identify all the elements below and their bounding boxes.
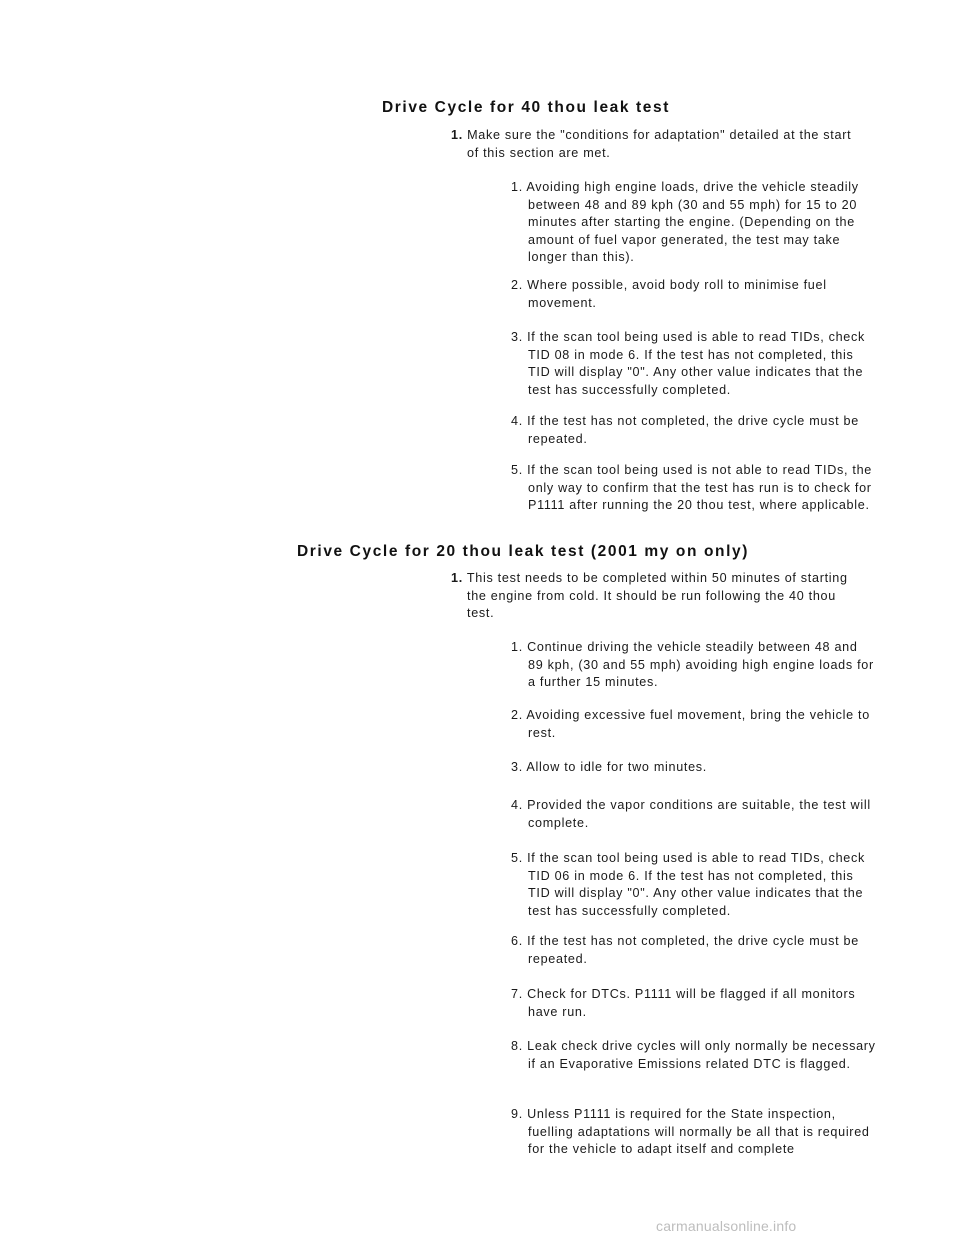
subitem-text: Provided the vapor conditions are suitable, the test will complete. [527, 798, 871, 830]
subitem-number: 5. [511, 851, 523, 865]
section-2-subitem-4 [511, 797, 876, 832]
subitem-text: Unless P1111 is required for the State inspection, fuelling adaptations will normally be all that is required for the vehicle to adapt itself and complete [527, 1107, 870, 1156]
section-2-subitem-7 [511, 986, 876, 1021]
section-2-subitem-8 [511, 1038, 876, 1073]
section-1-subitem-1 [511, 179, 876, 267]
subitem-number: 2. [511, 708, 523, 722]
subitem-text: Continue driving the vehicle steadily between 48 and 89 kph, (30 and 55 mph) avoiding high engine loads for a further 15 minutes. [527, 640, 874, 689]
subitem-number: 4. [511, 414, 523, 428]
subitem-text: If the test has not completed, the drive cycle must be repeated. [527, 414, 859, 446]
subitem-text: Avoiding high engine loads, drive the vehicle steadily between 48 and 89 kph (30 and 55 mph) for 15 to 20 minutes after starting the engine. (Depending on the amount of fuel vapor generated, the test may take longer than this). [526, 180, 859, 264]
section-1-subitem-5 [511, 462, 876, 515]
subitem-text: Allow to idle for two minutes. [526, 760, 708, 774]
section-2-subitem-3 [511, 759, 876, 777]
subitem-number: 3. [511, 330, 523, 344]
subitem-number: 4. [511, 798, 523, 812]
subitem-text: If the scan tool being used is able to read TIDs, check TID 08 in mode 6. If the test has not completed, this TID will display "0". Any other value indicates that the test has successfully completed. [527, 330, 865, 397]
step-text: This test needs to be completed within 50 minutes of starting the engine from cold. It should be run following the 40 thou test. [466, 571, 848, 620]
subitem-text: Where possible, avoid body roll to minimise fuel movement. [527, 278, 827, 310]
section-2-subitem-9 [511, 1106, 876, 1159]
section-1-subitem-2 [511, 277, 876, 312]
section-1-subitem-4 [511, 413, 876, 448]
subitem-number: 2. [511, 278, 523, 292]
section-2-subitem-5 [511, 850, 876, 920]
subitem-number: 7. [511, 987, 523, 1001]
subitem-number: 6. [511, 934, 523, 948]
subitem-number: 8. [511, 1039, 523, 1053]
section-2-subitem-6 [511, 933, 876, 968]
step-number: 1. [451, 571, 463, 585]
section-2-subitem-2 [511, 707, 876, 742]
subitem-number: 1. [511, 640, 523, 654]
section-2-subitem-1 [511, 639, 876, 692]
subitem-text: Avoiding excessive fuel movement, bring the vehicle to rest. [526, 708, 870, 740]
subitem-text: If the scan tool being used is able to read TIDs, check TID 06 in mode 6. If the test has not completed, this TID will display "0". Any other value indicates that the test has successfully completed. [527, 851, 865, 918]
subitem-number: 9. [511, 1107, 523, 1121]
subitem-number: 1. [511, 180, 523, 194]
watermark: carmanualsonline.info [656, 1218, 797, 1234]
section-1-heading: Drive Cycle for 40 thou leak test [382, 99, 670, 116]
section-2-step [451, 570, 867, 623]
subitem-text: If the scan tool being used is not able to read TIDs, the only way to confirm that the test has run is to check for P1111 after running the 20 thou test, where applicable. [527, 463, 873, 512]
step-number: 1. [451, 128, 463, 142]
section-1-subitem-3 [511, 329, 876, 399]
subitem-number: 3. [511, 760, 523, 774]
subitem-text: If the test has not completed, the drive cycle must be repeated. [527, 934, 859, 966]
subitem-text: Check for DTCs. P1111 will be flagged if all monitors have run. [527, 987, 856, 1019]
section-1-step [451, 127, 867, 162]
step-text: Make sure the "conditions for adaptation" detailed at the start of this section are met. [467, 128, 852, 160]
section-2-heading: Drive Cycle for 20 thou leak test (2001 my on only) [297, 543, 750, 560]
subitem-text: Leak check drive cycles will only normally be necessary if an Evaporative Emissions related DTC is flagged. [527, 1039, 876, 1071]
subitem-number: 5. [511, 463, 523, 477]
